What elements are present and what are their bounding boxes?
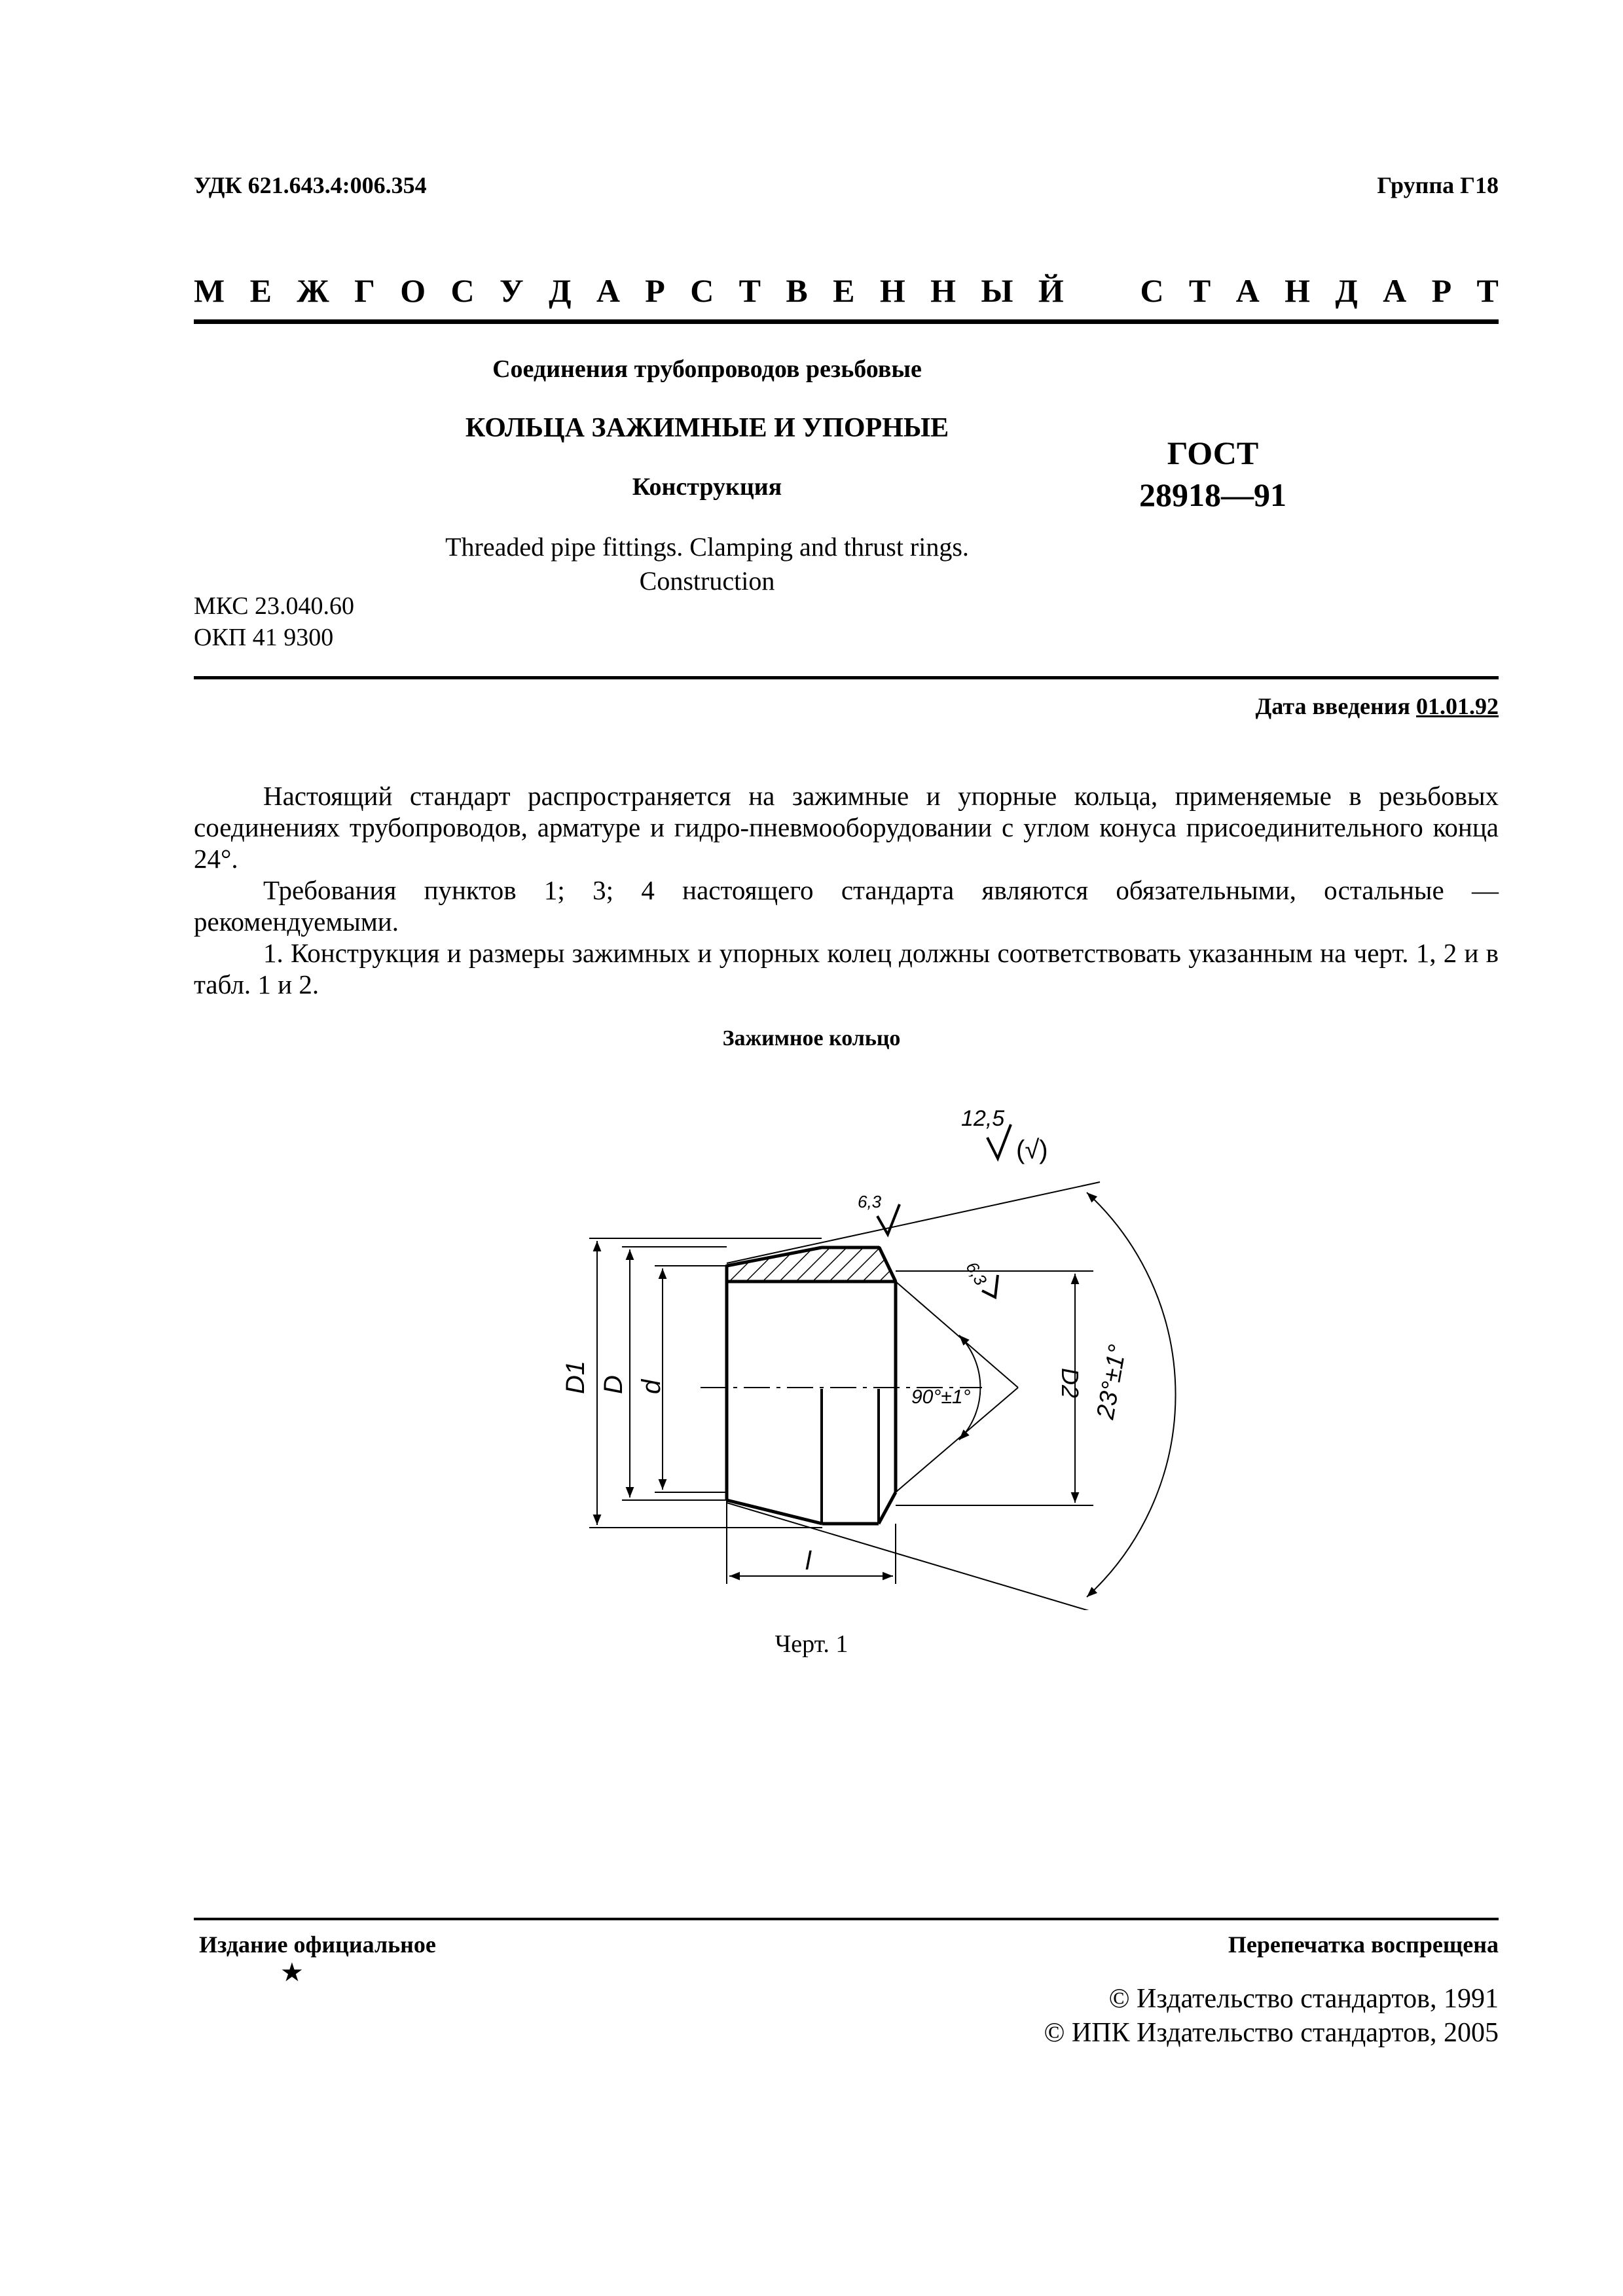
official-edition: Издание официальное <box>199 1931 436 1958</box>
copyright-line: © Издательство стандартов, 1991 <box>1108 1984 1499 2014</box>
banner-letter: Ж <box>297 272 329 309</box>
banner-letter: Е <box>249 272 272 309</box>
banner-letter: Д <box>1335 272 1358 309</box>
clamping-ring-drawing <box>524 1086 1178 1610</box>
banner-letter: Н <box>1285 272 1311 309</box>
banner-letter: С <box>450 272 475 309</box>
figure-title: Зажимное кольцо <box>722 1026 901 1050</box>
banner-letter: А <box>596 272 620 309</box>
banner-letter: Р <box>1431 272 1452 309</box>
banner-letter: Т <box>1188 272 1211 309</box>
group-code: Группа Г18 <box>1377 172 1499 198</box>
gost-number: 28918—91 <box>1139 476 1286 513</box>
dim-D-label: D <box>599 1375 628 1394</box>
banner-letter: Н <box>930 272 956 309</box>
classification-codes <box>194 590 354 653</box>
banner-letter: С <box>690 272 714 309</box>
interstate-standard-banner <box>194 272 1499 310</box>
roughness-6-3-side: 6,3 <box>962 1258 991 1289</box>
date-value: 01.01.92 <box>1416 693 1499 719</box>
banner-gap <box>1089 272 1115 310</box>
banner-letter: В <box>786 272 808 309</box>
document-title: КОЛЬЦА ЗАЖИМНЫЕ И УПОРНЫЕ <box>465 413 949 443</box>
mks-code: МКС 23.040.60 <box>194 592 355 620</box>
banner-letter: А <box>1235 272 1260 309</box>
roughness-6-3-top: 6,3 <box>858 1192 882 1211</box>
document-subtitle: Соединения трубопроводов резьбовые <box>492 355 922 383</box>
reprint-notice: Перепечатка воспрещена <box>1228 1931 1499 1958</box>
banner-letter: У <box>500 272 524 309</box>
document-section-label: Конструкция <box>632 473 782 501</box>
banner-letter: М <box>194 272 225 309</box>
roughness-main-label: 12,5 <box>961 1106 1005 1131</box>
gost-designation <box>1139 432 1286 516</box>
vertical-dimensions <box>597 1241 1075 1576</box>
banner-letter: Р <box>645 272 665 309</box>
paragraph: Настоящий стандарт распространяется на зажимные и упорные кольца, применяемые в резьбовых соединениях трубопроводов, арматуре и гидро-пневмооборудовании с углом конуса присоединительного конца 24°. <box>194 781 1499 874</box>
date-label: Дата введения <box>1255 693 1410 719</box>
english-title <box>340 530 1074 598</box>
banner-letter: Т <box>739 272 761 309</box>
gost-label: ГОСТ <box>1167 435 1259 471</box>
roughness-paren-label: (√) <box>1016 1136 1048 1164</box>
inner-lines <box>822 1389 879 1524</box>
copyright-line: © ИПК Издательство стандартов, 2005 <box>1044 2018 1499 2048</box>
title-rule <box>194 676 1499 679</box>
angle-23-label: 23°±1° <box>1091 1342 1132 1422</box>
figure-caption: Черт. 1 <box>775 1630 848 1658</box>
angle-90-label: 90°±1° <box>911 1386 971 1408</box>
udk-code: УДК 621.643.4:006.354 <box>194 172 427 198</box>
ring-outline <box>727 1247 896 1524</box>
banner-letter: Й <box>1038 272 1064 309</box>
banner-letter: Т <box>1476 272 1499 309</box>
english-title-line1: Threaded pipe fittings. Clamping and thrust rings. <box>445 532 969 562</box>
english-title-line2: Construction <box>639 566 775 596</box>
banner-letter: С <box>1140 272 1164 309</box>
dim-D2-label: D2 <box>1057 1368 1084 1399</box>
paragraph: Требования пунктов 1; 3; 4 настоящего стандарта являются обязательными, остальные — рекомендуемыми. <box>194 875 1499 937</box>
banner-letter: Е <box>833 272 855 309</box>
introduction-date <box>1256 692 1499 720</box>
banner-letter: Н <box>879 272 905 309</box>
banner-letter: А <box>1383 272 1407 309</box>
dim-d-label: d <box>637 1379 666 1394</box>
body-text <box>194 780 1499 1000</box>
okp-code: ОКП 41 9300 <box>194 624 334 651</box>
paragraph: 1. Конструкция и размеры зажимных и упорных колец должны соответствовать указанным на черт. 1, 2 и в табл. 1 и 2. <box>194 938 1499 999</box>
header-rule <box>194 319 1499 324</box>
hatched-section <box>727 1247 896 1282</box>
banner-letter: Ы <box>981 272 1013 309</box>
footer-rule <box>194 1918 1499 1920</box>
banner-letter: Д <box>549 272 572 309</box>
banner-letter: Г <box>354 272 375 309</box>
dim-D1-label: D1 <box>561 1360 590 1394</box>
dim-l-label: l <box>805 1547 811 1575</box>
banner-letter: О <box>400 272 426 309</box>
star-icon: ★ <box>280 1958 304 1987</box>
